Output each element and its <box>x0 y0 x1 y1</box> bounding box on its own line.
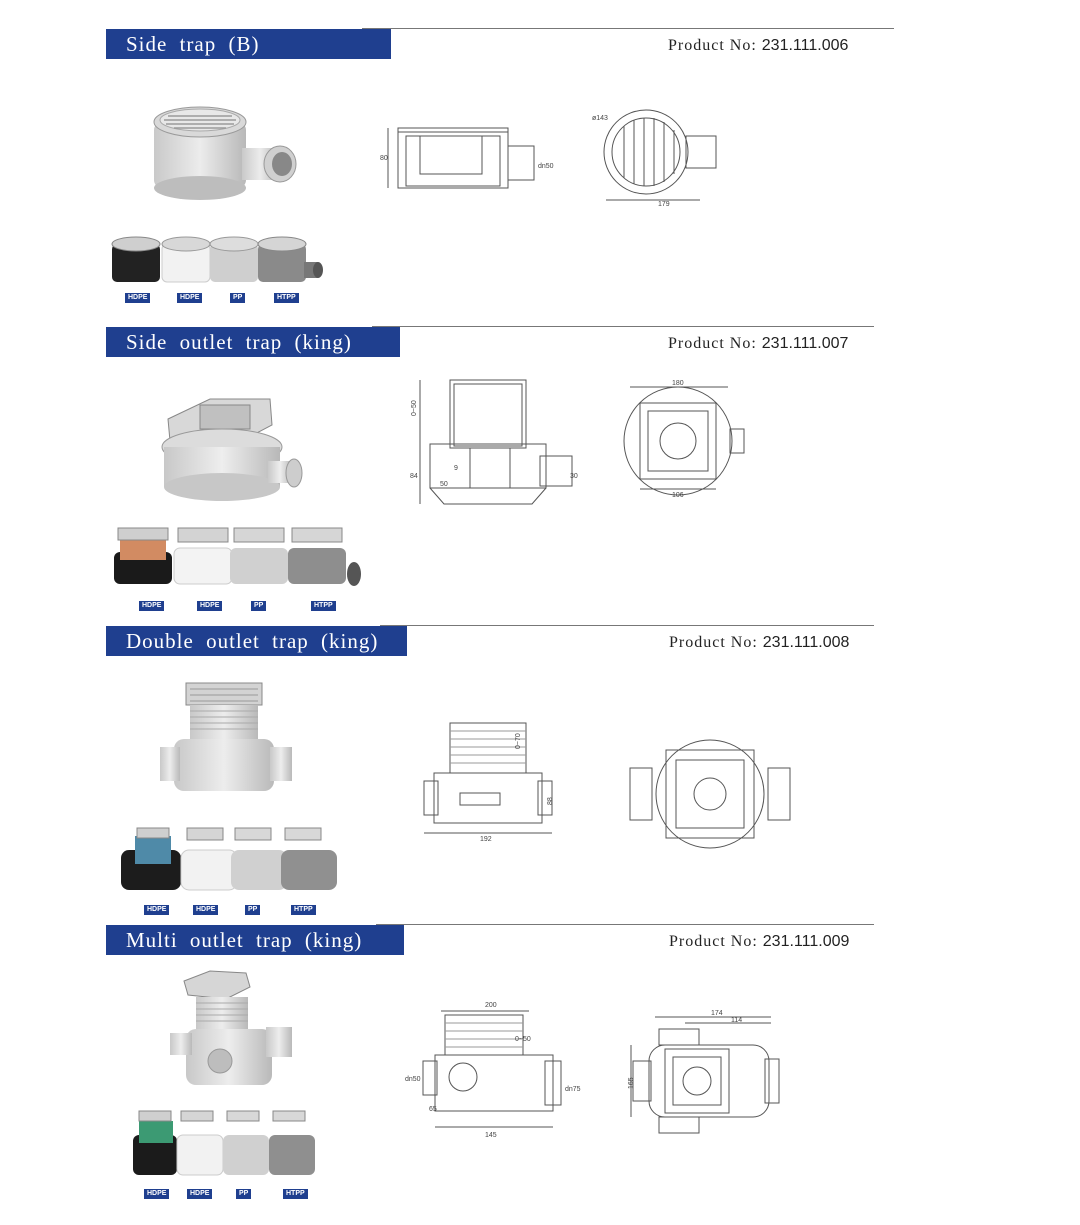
material-label: HDPE <box>125 293 150 303</box>
section-side-trap-b <box>0 0 1080 300</box>
product-main-image <box>160 683 300 803</box>
product-number <box>668 37 848 55</box>
section-rule <box>376 924 874 925</box>
dimension-label: 50 <box>440 481 448 488</box>
material-label: HDPE <box>197 601 222 611</box>
dimension-label: 9 <box>454 465 458 472</box>
dimension-label: 179 <box>658 201 670 208</box>
dimension-label: 180 <box>672 380 684 387</box>
product-number-value: 231.111.009 <box>762 933 850 950</box>
dimension-label: 84 <box>410 473 418 480</box>
product-number-value: 231.111.008 <box>762 634 850 651</box>
section-rule <box>380 625 874 626</box>
product-number-value: 231.111.007 <box>761 335 849 352</box>
dimension-label: dn50 <box>538 163 554 170</box>
dimension-label: 192 <box>480 836 492 843</box>
technical-drawing-top <box>610 379 760 499</box>
section-title: Side trap (B) <box>106 29 391 59</box>
dimension-label: 30 <box>570 473 578 480</box>
material-label: HDPE <box>144 905 169 915</box>
product-number-value: 231.111.006 <box>761 37 849 54</box>
product-number <box>669 634 849 652</box>
technical-drawing-side <box>410 374 585 514</box>
material-label: PP <box>230 293 245 303</box>
dimension-label: 65 <box>429 1106 437 1113</box>
dimension-label: ø143 <box>592 115 608 122</box>
section-title: Side outlet trap (king) <box>106 327 400 357</box>
product-variants-image <box>125 1109 335 1184</box>
product-variants-image <box>110 524 365 594</box>
product-number <box>669 933 849 951</box>
material-label: HDPE <box>177 293 202 303</box>
product-variants-image <box>110 234 325 289</box>
product-number-label: Product No: <box>668 37 757 54</box>
material-label: HDPE <box>139 601 164 611</box>
product-main-image <box>170 969 300 1099</box>
dimension-label: 0~50 <box>411 400 418 416</box>
material-label: HTPP <box>274 293 299 303</box>
section-multi-outlet-trap-king <box>0 897 1080 1197</box>
section-rule <box>362 28 894 29</box>
section-double-outlet-trap-king <box>0 598 1080 913</box>
section-rule <box>372 326 874 327</box>
section-title: Double outlet trap (king) <box>106 626 407 656</box>
dimension-label: 114 <box>731 1017 743 1024</box>
technical-drawing-top <box>590 108 740 208</box>
dimension-label: 0~50 <box>515 1036 531 1043</box>
technical-drawing-top <box>630 738 800 858</box>
section-title: Multi outlet trap (king) <box>106 925 404 955</box>
dimension-label: 0~70 <box>515 733 522 749</box>
material-label: PP <box>251 601 266 611</box>
material-label: PP <box>245 905 260 915</box>
dimension-label: 106 <box>672 492 684 499</box>
dimension-label: 174 <box>711 1010 723 1017</box>
section-side-outlet-trap-king <box>0 299 1080 609</box>
dimension-label: 200 <box>485 1002 497 1009</box>
product-number-label: Product No: <box>669 634 758 651</box>
technical-drawing-side <box>420 723 570 843</box>
product-variants-image <box>115 828 355 898</box>
dimension-label: 80 <box>380 155 388 162</box>
dimension-label: dn50 <box>405 1076 421 1083</box>
material-label: HTPP <box>311 601 336 611</box>
dimension-label: 165 <box>628 1077 635 1089</box>
material-label: HTPP <box>283 1189 308 1199</box>
dimension-label: dn75 <box>565 1086 581 1093</box>
material-label: PP <box>236 1189 251 1199</box>
product-number-label: Product No: <box>669 933 758 950</box>
product-main-image <box>150 100 300 210</box>
dimension-label: 88 <box>547 797 554 805</box>
material-label: HDPE <box>144 1189 169 1199</box>
product-number <box>668 335 848 353</box>
dimension-label: 145 <box>485 1132 497 1139</box>
product-main-image <box>160 389 310 519</box>
product-number-label: Product No: <box>668 335 757 352</box>
material-label: HTPP <box>291 905 316 915</box>
material-label: HDPE <box>187 1189 212 1199</box>
technical-drawing-side <box>405 1001 585 1141</box>
technical-drawing-top <box>625 1009 780 1139</box>
technical-drawing-side <box>380 122 560 202</box>
material-label: HDPE <box>193 905 218 915</box>
